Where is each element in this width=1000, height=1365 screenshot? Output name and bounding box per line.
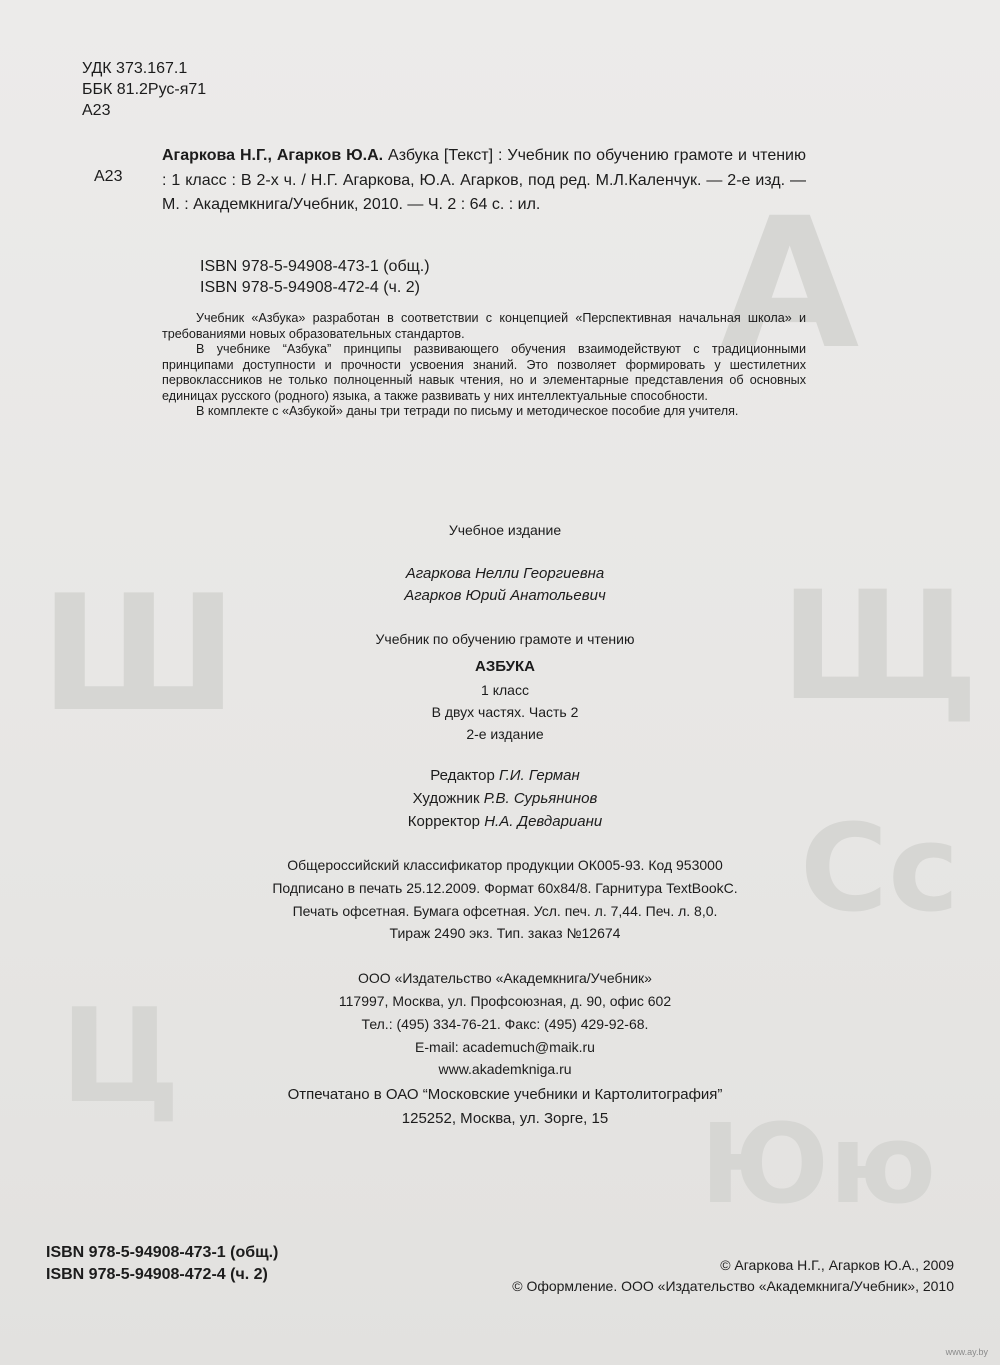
grade: 1 класс xyxy=(481,682,529,698)
isbn-general: ISBN 978-5-94908-473-1 (общ.) xyxy=(200,258,430,275)
annotation-paragraph: В учебнике “Азбука” принципы развивающего обучения взаимодействуют с традиционными принципами доступности и прочности усвоения знаний. Это позволяет формировать у шестилетних первоклассников не только полноценный навык чтения, но и элементарные представления об основных единицах русского (родного) языка, а также развивать у них интеллектуальные способности. xyxy=(162,342,806,403)
show-through-decoration: Ц xyxy=(60,980,181,1132)
editor-name: Г.И. Герман xyxy=(498,767,580,784)
copyright xyxy=(512,1255,954,1297)
parts: В двух частях. Часть 2 xyxy=(431,704,579,720)
signed-to-print: Подписано в печать 25.12.2009. Формат 60х84/8. Гарнитура TextBookC. xyxy=(272,880,738,896)
proofreader-label: Корректор xyxy=(407,813,485,830)
okp-code: Общероссийский классификатор продукции ОК005-93. Код 953000 xyxy=(287,857,723,873)
editor-line xyxy=(100,767,910,784)
footer-isbn xyxy=(46,1242,278,1286)
copyright-design: © Оформление. ООО «Издательство «Академкнига/Учебник», 2010 xyxy=(512,1278,954,1294)
annotation-paragraph: В комплекте с «Азбукой» даны три тетради по письму и методическое пособие для учителя. xyxy=(196,404,739,418)
printed-at: Отпечатано в ОАО “Московские учебники и Картолитография” xyxy=(287,1086,723,1103)
show-through-decoration: Ш xyxy=(40,560,238,747)
artist-line xyxy=(100,790,910,807)
author-mark: А23 xyxy=(82,102,111,119)
printer-address: 125252, Москва, ул. Зорге, 15 xyxy=(401,1110,609,1127)
publisher-address: 117997, Москва, ул. Профсоюзная, д. 90, офис 602 xyxy=(338,993,672,1009)
catalog-text: Азбука [Текст] : Учебник по обучению грамоте и чтению : 1 класс : В 2-х ч. / Н.Г. Агаркова, Ю.А. Агарков, под ред. М.Л.Каленчук. — 2-е изд. — М. : Академкнига/Учебник, 2010. — Ч. 2 : 64 с. : ил. xyxy=(162,147,806,213)
proofreader-name: Н.А. Девдариани xyxy=(484,813,603,830)
bbk-code: ББК 81.2Рус-я71 xyxy=(82,81,207,98)
show-through-decoration: Юю xyxy=(700,1100,937,1228)
book-subtitle: Учебник по обучению грамоте и чтению xyxy=(375,631,635,647)
isbn-part: ISBN 978-5-94908-472-4 (ч. 2) xyxy=(200,279,421,296)
edition-type: Учебное издание xyxy=(448,522,562,538)
classification-codes xyxy=(82,58,206,121)
watermark: www.ay.by xyxy=(945,1347,988,1357)
footer-isbn-part: ISBN 978-5-94908-472-4 (ч. 2) xyxy=(46,1266,268,1283)
author-full-name: Агарков Юрий Анатольевич xyxy=(404,587,606,604)
artist-name: Р.В. Сурьянинов xyxy=(483,790,598,807)
show-through-decoration: А xyxy=(720,180,860,389)
publisher-email: E-mail: academuch@maik.ru xyxy=(415,1039,595,1055)
catalog-entry xyxy=(162,144,806,218)
print-specs: Печать офсетная. Бумага офсетная. Усл. печ. л. 7,44. Печ. л. 8,0. xyxy=(292,903,718,919)
author-full-name: Агаркова Нелли Георгиевна xyxy=(405,565,605,582)
edition-number: 2-е издание xyxy=(466,726,544,742)
catalog-authors: Агаркова Н.Г., Агарков Ю.А. xyxy=(162,147,384,164)
publisher-website: www.akademkniga.ru xyxy=(438,1061,572,1077)
show-through-decoration: Сс xyxy=(800,800,960,939)
book-title: АЗБУКА xyxy=(475,658,535,675)
annotation-paragraph: Учебник «Азбука» разработан в соответствии с концепцией «Перспективная начальная школа» и требованиями новых образовательных стандартов. xyxy=(162,311,806,341)
annotation xyxy=(162,311,806,420)
publisher-phone: Тел.: (495) 334-76-21. Факс: (495) 429-92-68. xyxy=(361,1016,649,1032)
print-run: Тираж 2490 экз. Тип. заказ №12674 xyxy=(389,925,621,941)
proofreader-line xyxy=(100,813,910,830)
artist-label: Художник xyxy=(412,790,484,807)
copyright-authors: © Агаркова Н.Г., Агарков Ю.А., 2009 xyxy=(720,1257,954,1273)
editor-label: Редактор xyxy=(430,767,499,784)
footer-isbn-general: ISBN 978-5-94908-473-1 (общ.) xyxy=(46,1244,279,1261)
publisher: ООО «Издательство «Академкнига/Учебник» xyxy=(358,970,652,986)
isbn-block xyxy=(200,256,430,298)
udk-code: УДК 373.167.1 xyxy=(82,60,188,77)
catalog-mark: А23 xyxy=(94,168,123,185)
show-through-decoration: Щ xyxy=(780,560,979,734)
